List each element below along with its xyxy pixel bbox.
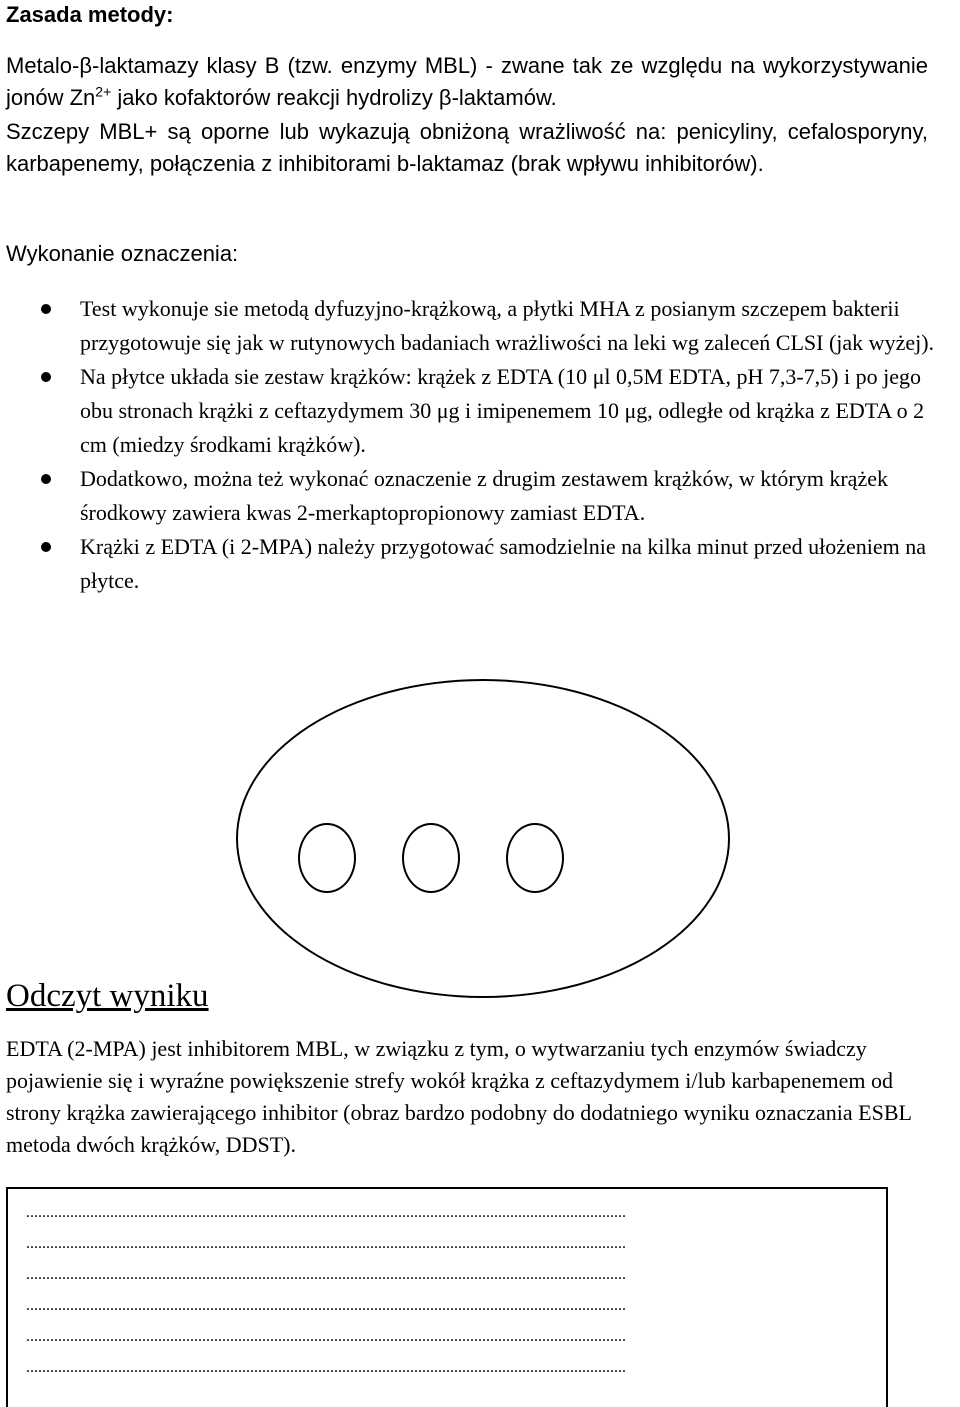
section-heading-method: Zasada metody: xyxy=(6,2,174,27)
bullet-icon xyxy=(41,372,51,382)
procedure-bullet-list xyxy=(0,292,960,598)
answer-line-2: ...................................................................................................................................................... xyxy=(26,1236,626,1252)
disc-center xyxy=(402,823,460,893)
method-paragraph-1-text-end: jako kofaktorów reakcji hydrolizy β-laktamów. xyxy=(111,85,557,110)
procedure-bullet-2-text: Na płytce układa sie zestaw krążków: krążek z EDTA (10 μl 0,5M EDTA, pH 7,3-7,5) i po jego obu stronach krążki z ceftazydymem 30 μg i imipenemem 10 μg, odległe od krążka z EDTA o 2 cm (miedzy środkami krążków). xyxy=(80,364,925,457)
answer-box xyxy=(6,1187,888,1407)
procedure-bullet-2 xyxy=(0,360,960,462)
procedure-bullet-3 xyxy=(0,462,960,530)
procedure-bullet-3-text: Dodatkowo, można też wykonać oznaczenie z drugim zestawem krążków, w którym krążek środkowy zawiera kwas 2-merkaptopropionowy zamiast EDTA. xyxy=(80,466,888,525)
result-heading-text: Odczyt wyniku xyxy=(6,978,209,1014)
answer-line-5: ...................................................................................................................................................... xyxy=(26,1329,626,1345)
section-heading-procedure xyxy=(6,241,238,267)
procedure-bullet-1-text: Test wykonuje sie metodą dyfuzyjno-krążkową, a płytki MHA z posianym szczepem bakterii przygotowuje się jak w rutynowych badaniach wrażliwości na leki wg zaleceń CLSI (jak wyżej). xyxy=(80,296,935,355)
zn-charge-superscript: 2+ xyxy=(95,83,112,100)
bullet-icon xyxy=(41,474,51,484)
section-heading-result xyxy=(6,980,209,1012)
procedure-heading-text: Wykonanie oznaczenia: xyxy=(6,241,239,266)
result-paragraph: EDTA (2-MPA) jest inhibitorem MBL, w związku z tym, o wytwarzaniu tych enzymów świadczy pojawienie się i wyraźne powiększenie strefy wokół krążka z ceftazydymem i/lub karbapenemem od strony krążka zawierającego inhibitor (obraz bardzo podobny do dodatniego wyniku oznaczania ESBL metoda dwóch krążków, DDST). xyxy=(6,1036,912,1157)
answer-line-1: ...................................................................................................................................................... xyxy=(26,1205,626,1221)
answer-line-4: ...................................................................................................................................................... xyxy=(26,1298,626,1314)
procedure-bullet-4 xyxy=(0,530,960,598)
procedure-bullet-4-text: Krążki z EDTA (i 2-MPA) należy przygotować samodzielnie na kilka minut przed ułożeniem na płytce. xyxy=(80,534,926,593)
answer-line-3: ...................................................................................................................................................... xyxy=(26,1267,626,1283)
method-paragraph-1-text: Metalo-β-laktamazy klasy B (tzw. enzymy MBL) - zwane tak ze względu na wykorzystywanie jonów Zn xyxy=(6,53,928,110)
procedure-bullet-1 xyxy=(0,292,960,360)
method-paragraph-1 xyxy=(6,50,928,114)
disc-right xyxy=(506,823,564,893)
method-paragraph-2: Szczepy MBL+ są oporne lub wykazują obniżoną wrażliwość na: penicyliny, cefalosporyny, karbapenemy, połączenia z inhibitorami b-laktamaz (brak wpływu inhibitorów). xyxy=(6,119,928,176)
bullet-icon xyxy=(41,304,51,314)
answer-line-6: ...................................................................................................................................................... xyxy=(26,1360,626,1376)
disc-left xyxy=(298,823,356,893)
bullet-icon xyxy=(41,542,51,552)
